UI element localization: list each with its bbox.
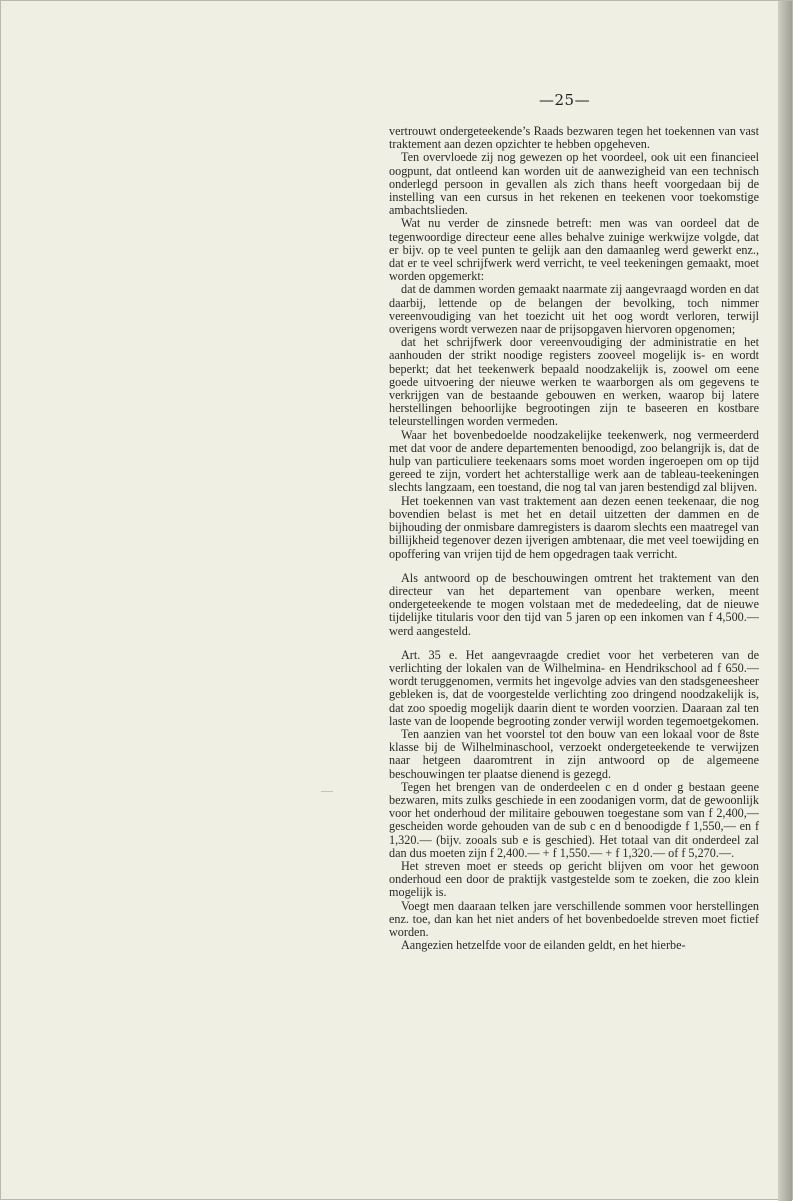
paragraph: dat de dammen worden gemaakt naarmate zij aangevraagd worden en dat daarbij, lettende op de belangen der bevolking, toch nimmer vereenvoudiging van het toezicht uit het oog wordt verloren, terwijl overigens wordt verwezen naar de prijsopgaven hiervoren opgenomen;: [389, 282, 760, 337]
page-edge: [778, 1, 792, 1201]
paragraph: Tegen het brengen van de onderdeelen c en d onder g bestaan geene bezwaren, mits zulks geschiede in een zoodanigen vorm, dat de gewoonlijk voor het onderhoud der militaire gebouwen toegestane som van f 2,400,— gescheiden worde gehouden van de sub c en d benoodigde f 1,550,— en f 1,320.— (bijv. zooals sub e is geschied). Het totaal van dit onderdeel zal dan dus moeten zijn f 2,400.— + f 1,550.— + f 1,320.— of f 5,270.—.: [389, 779, 759, 860]
paragraph: Aangezien hetzelfde voor de eilanden geldt, en het hierbe-: [401, 938, 686, 953]
fold-mark: [321, 791, 333, 792]
body-text: [389, 125, 759, 952]
paragraph: Het toekennen van vast traktement aan dezen eenen teekenaar, die nog bovendien belast is met het en detail uitzetten der dammen en de bijhouding der onmisbare damregisters is daarom slechts een maatregel van billijkheid tegenover dezen ijverigen ambtenaar, die met veel toewijding en opoffering van vrijen tijd de hem opgedragen taak verricht.: [389, 493, 759, 561]
paragraph: Voegt men daaraan telken jare verschillende sommen voor herstellingen enz. toe, dan kan het niet anders of het bovenbedoelde streven moet fictief worden.: [389, 898, 759, 939]
paragraph: Als antwoord op de beschouwingen omtrent het traktement van den directeur van het departement van openbare werken, meent ondergeteekende te mogen volstaan met de mededeeling, dat de nieuwe tijdelijke titularis voor den tijd van 5 jaren op een inkomen van f 4,500.— werd aangesteld.: [389, 570, 759, 638]
paragraph: Ten overvloede zij nog gewezen op het voordeel, ook uit een financieel oogpunt, dat ontleend kan worden uit de aanwezigheid van een technisch onderlegd persoon in gevallen als zich thans heeft voorgedaan bij de instelling van een cursus in het rekenen en teekenen voor toekomstige ambachtslieden.: [389, 150, 759, 218]
page-number: —25—: [539, 91, 591, 109]
paragraph: Art. 35 e. Het aangevraagde crediet voor het verbeteren van de verlichting der lokalen van de Wilhelmina- en Hendrikschool ad f 650.— wordt teruggenomen, vermits het ingevolge advies van den stadsgeneesheer gebleken is, dat de voorgestelde verlichting zoo dringend noodzakelijk is, dat zoo spoedig mogelijk daarin dient te worden voorzien. Daaraan zal ten laste van de loopende begrooting zonder verwijl worden tegemoetgekomen.: [389, 647, 759, 728]
paragraph: Waar het bovenbedoelde noodzakelijke teekenwerk, nog vermeerderd met dat voor de andere departementen benoodigd, zoo belangrijk is, dat de hulp van particuliere teekenaars soms moet worden ingeroepen om op tijd gereed te zijn, vordert het achterstallige werk aan de tableau-teekeningen slechts langzaam, een toestand, die nog tal van jaren bestendigd zal blijven.: [389, 427, 759, 495]
paragraph: dat het schrijfwerk door vereenvoudiging der administratie en het aanhouden der strikt noodige registers zooveel mogelijk is- en wordt beperkt; dat het teekenwerk bepaald noodzakelijk is, zoowel om eene goede uitvoering der nieuwe werken te waarborgen als om gegevens te verkrijgen van de bestaande gebouwen en werken, waarop bij latere herstellingen behoorlijke begrootingen zijn te baseeren en kostbare teleurstellingen worden vermeden.: [389, 335, 759, 429]
paragraph: Wat nu verder de zinsnede betreft: men was van oordeel dat de tegenwoordige directeur eene alles behalve zuinige werkwijze volgde, dat er bijv. op te veel punten te gelijk aan den damaanleg werd gewerkt enz., dat er te veel schrijfwerk werd verricht, te veel teekeningen gemaakt, moet worden opgemerkt:: [389, 216, 759, 284]
paragraph: Het streven moet er steeds op gericht blijven om voor het gewoon onderhoud een door de praktijk vastgestelde som te zoeken, die zoo klein mogelijk is.: [389, 858, 759, 900]
paragraph: Ten aanzien van het voorstel tot den bouw van een lokaal voor de 8ste klasse bij de Wilhelminaschool, verzoekt ondergeteekende te verwijzen naar hetgeen daaromtrent in zijn antwoord op de algemeene beschouwingen ter plaatse dienend is gezegd.: [389, 726, 759, 781]
paragraph: vertrouwt ondergeteekende’s Raads bezwaren tegen het toekennen van vast traktement aan dezen opzichter te hebben opgeheven.: [389, 124, 759, 152]
